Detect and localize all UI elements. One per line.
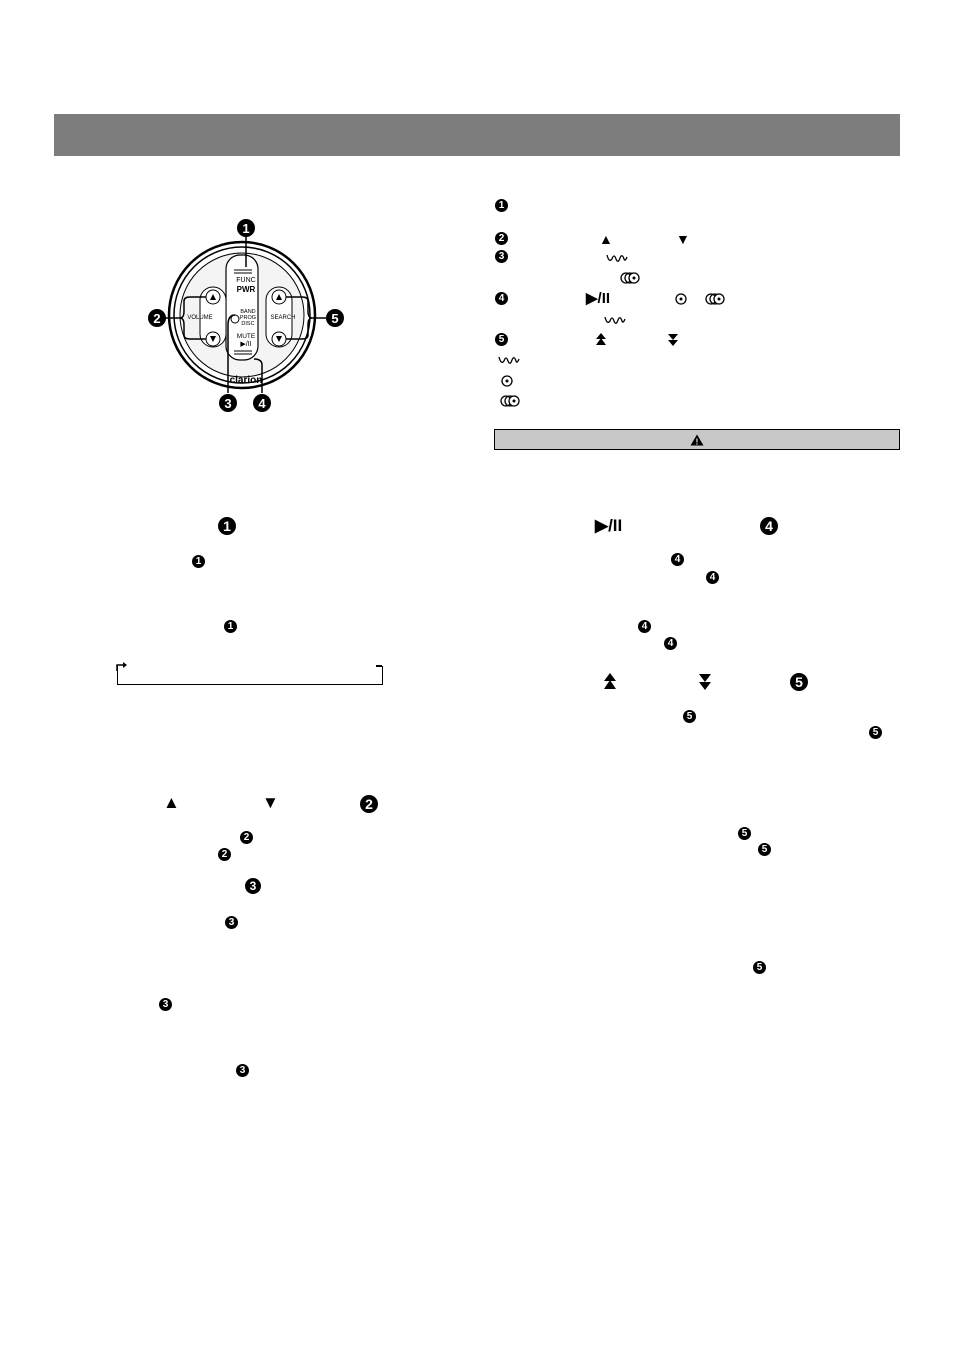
search-label: SEARCH — [270, 315, 296, 321]
multi-disc-icon — [620, 271, 642, 285]
pwr-label: PWR — [236, 285, 256, 294]
callout-4: 4 — [258, 396, 266, 411]
double-up-icon — [602, 672, 618, 692]
prog-label: PROG — [239, 315, 257, 321]
marker-4: 4 — [638, 620, 651, 633]
marker-4: 4 — [664, 637, 677, 650]
marker-1: 1 — [224, 620, 237, 633]
legend-marker-1: 1 — [495, 199, 508, 212]
down-triangle-icon: ▼ — [262, 793, 279, 812]
marker-3: 3 — [225, 916, 238, 929]
down-triangle-icon: ▼ — [676, 231, 690, 247]
band-label: BAND — [240, 309, 256, 315]
multi-disc-icon — [500, 394, 522, 408]
play-pause-icon: ▶/II — [586, 290, 611, 307]
marker-5: 5 — [869, 726, 882, 739]
marker-2: 2 — [360, 795, 378, 813]
marker-5: 5 — [753, 961, 766, 974]
caution-bar — [494, 429, 900, 450]
callout-5: 5 — [331, 311, 339, 326]
section-header-bar — [54, 114, 900, 156]
remote-control-illustration — [140, 215, 360, 415]
marker-5: 5 — [738, 827, 751, 840]
disc-label: DISC — [241, 321, 255, 327]
multi-disc-icon — [705, 292, 727, 306]
wave-icon — [497, 353, 521, 367]
play-label: ▶/II — [240, 341, 252, 348]
legend-marker-3: 3 — [495, 250, 508, 263]
callout-2: 2 — [153, 311, 161, 326]
double-up-icon — [594, 332, 608, 348]
marker-3: 3 — [245, 878, 261, 894]
legend-marker-2: 2 — [495, 232, 508, 245]
play-pause-icon: ▶/II — [595, 516, 623, 535]
svg-text:!: ! — [695, 437, 699, 446]
marker-2: 2 — [218, 848, 231, 861]
marker-3: 3 — [159, 998, 172, 1011]
double-down-icon — [697, 672, 713, 692]
marker-4: 4 — [671, 553, 684, 566]
marker-1: 1 — [192, 555, 205, 568]
marker-5: 5 — [683, 710, 696, 723]
callout-3: 3 — [224, 396, 232, 411]
func-label: FUNC — [236, 277, 256, 284]
legend-marker-5: 5 — [495, 333, 508, 346]
mode-cycle-diagram — [117, 666, 383, 685]
up-triangle-icon: ▲ — [163, 793, 180, 812]
mute-label: MUTE — [236, 333, 256, 340]
wave-icon — [605, 251, 629, 265]
cycle-arrow-icon — [113, 661, 129, 671]
wave-icon — [603, 313, 627, 327]
double-down-icon — [666, 332, 680, 348]
volume-label: VOLUME — [187, 315, 213, 321]
up-triangle-icon: ▲ — [599, 231, 613, 247]
single-disc-icon — [500, 374, 514, 388]
marker-1: 1 — [218, 517, 236, 535]
marker-2: 2 — [240, 831, 253, 844]
marker-5: 5 — [790, 673, 808, 691]
marker-5: 5 — [758, 843, 771, 856]
single-disc-icon — [674, 292, 688, 306]
warning-triangle-icon — [690, 434, 704, 446]
marker-4: 4 — [706, 571, 719, 584]
marker-3: 3 — [236, 1064, 249, 1077]
callout-1: 1 — [242, 221, 250, 236]
clarion-logo: clarion — [229, 375, 263, 386]
legend-marker-4: 4 — [495, 292, 508, 305]
marker-4: 4 — [760, 517, 778, 535]
